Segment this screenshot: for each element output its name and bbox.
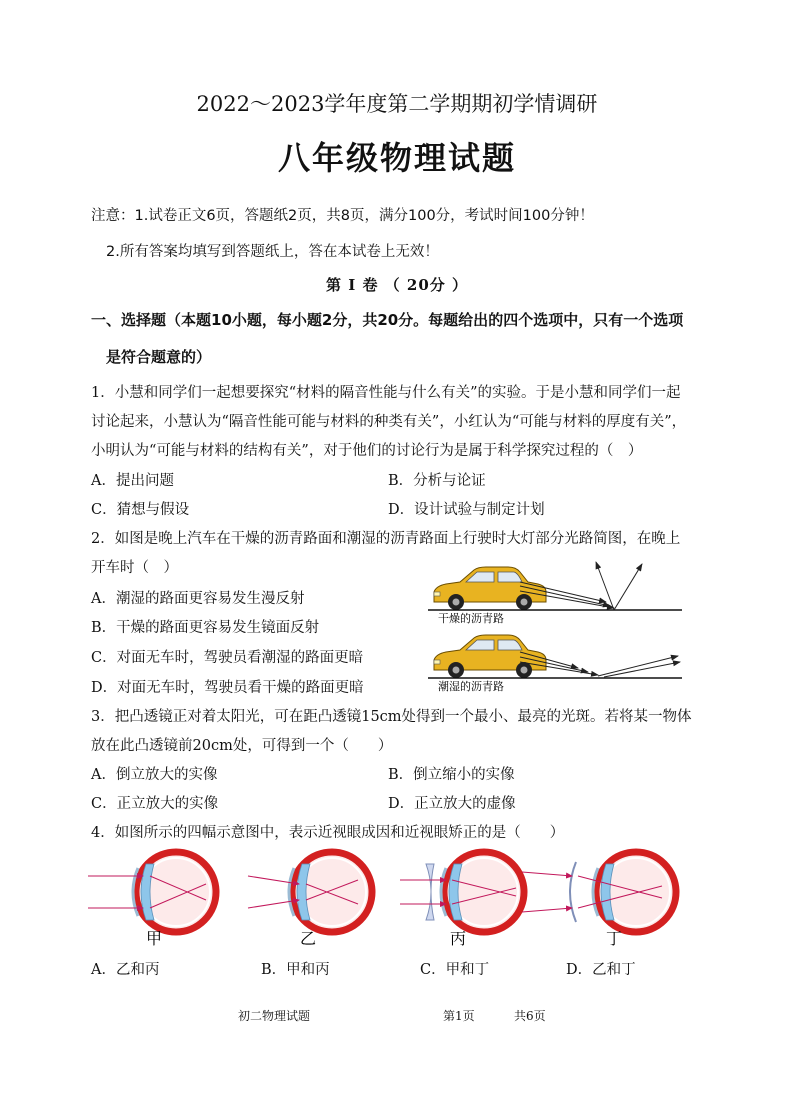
- q1-line-2: 讨论起来，小慧认为“隔音性能可能与材料的种类有关”，小红认为“可能与材料的厚度有关”，: [91, 414, 687, 430]
- eye-label-ding: 丁: [606, 929, 623, 948]
- eye-label-yi: 乙: [300, 929, 317, 948]
- wet-road-label: 潮湿的沥青路: [438, 680, 504, 692]
- q3-option-b: B．倒立缩小的实像: [388, 767, 515, 783]
- q1-line-1: 1．小慧和同学们一起想要探究“材料的隔音性能与什么有关”的实验。于是小慧和同学们一起: [91, 385, 681, 401]
- q2-line-1: 2．如图是晚上汽车在干燥的沥青路面和潮湿的沥青路面上行驶时大灯部分光路简图，在晚上: [91, 531, 681, 547]
- q4-option-b: B．甲和丙: [261, 962, 330, 978]
- q2-option-c: C．对面无车时，驾驶员看潮湿的路面更暗: [91, 650, 364, 666]
- exam-title: 2022～2023学年度第二学期期初学情调研: [196, 92, 598, 116]
- section-heading-line-1: 一、选择题（本题10小题，每小题2分，共20分。每题给出的四个选项中，只有一个选项: [91, 311, 684, 329]
- section-heading-line-2: 是符合题意的）: [106, 348, 212, 366]
- dry-road-label: 干燥的沥青路: [438, 612, 504, 625]
- part-heading: 第 Ⅰ 卷 （ 20分 ）: [325, 276, 468, 294]
- q1-line-3: 小明认为“可能与材料的结构有关”，对于他们的讨论行为是属于科学探究过程的（ ）: [91, 443, 643, 459]
- eye-label-bing: 丙: [450, 929, 467, 948]
- q2-option-a: A．潮湿的路面更容易发生漫反射: [91, 591, 305, 607]
- notice-line-1: 注意：1.试卷正文6页，答题纸2页，共8页，满分100分，考试时间100分钟！: [91, 208, 594, 224]
- q4-option-c: C．甲和丁: [420, 962, 490, 978]
- q3-line-1: 3．把凸透镜正对着太阳光，可在距凸透镜15cm处得到一个最小、最亮的光斑。若将某一物体: [91, 709, 692, 725]
- q3-option-c: C．正立放大的实像: [91, 796, 219, 812]
- q2-option-b: B．干燥的路面更容易发生镜面反射: [91, 620, 320, 636]
- exam-subtitle: 八年级物理试题: [277, 139, 516, 177]
- q1-option-a: A．提出问题: [91, 473, 174, 489]
- eye-label-jia: 甲: [146, 929, 163, 948]
- footer-page-number: 第1页: [443, 1009, 475, 1023]
- q4-eye-figure: [88, 846, 688, 950]
- q1-option-d: D．设计试验与制定计划: [388, 502, 545, 518]
- q2-option-d: D．对面无车时，驾驶员看干燥的路面更暗: [91, 680, 364, 696]
- q3-option-a: A．倒立放大的实像: [91, 767, 218, 783]
- footer-total-pages: 共6页: [514, 1009, 546, 1023]
- footer-label: 初二物理试题: [238, 1009, 311, 1023]
- q3-option-d: D．正立放大的虚像: [388, 796, 516, 812]
- q4-option-a: A．乙和丙: [91, 962, 160, 978]
- q4-line-1: 4．如图所示的四幅示意图中，表示近视眼成因和近视眼矫正的是（ ）: [91, 825, 565, 841]
- q3-line-2: 放在此凸透镜前20cm处，可得到一个（ ）: [91, 738, 393, 754]
- q2-road-figure: [428, 558, 688, 692]
- notice-line-2: 2.所有答案均填写到答题纸上，答在本试卷上无效！: [106, 244, 439, 260]
- q2-line-2: 开车时（ ）: [91, 560, 178, 576]
- q4-option-d: D．乙和丁: [566, 962, 636, 978]
- q1-option-c: C．猜想与假设: [91, 502, 190, 518]
- q1-option-b: B．分析与论证: [388, 473, 486, 489]
